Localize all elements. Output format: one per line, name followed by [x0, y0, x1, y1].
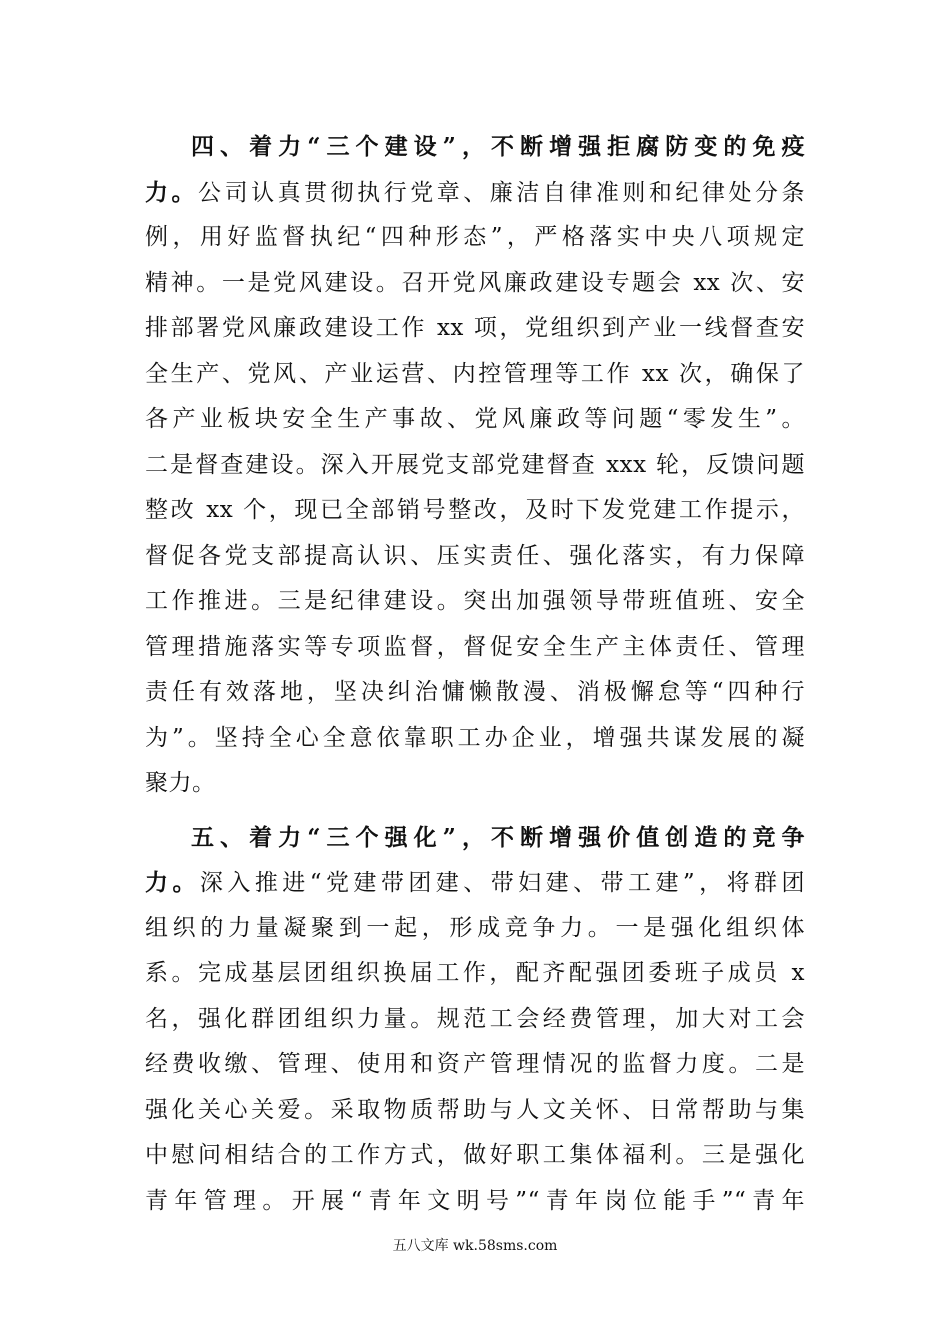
body-text: 为”。坚持全心全意依靠职工办企业，增强共谋发展的凝 — [145, 724, 805, 751]
body-text: 责任有效落地，坚决纠治慵懒散漫、消极懈怠等“四种行 — [145, 679, 805, 705]
body-text: 深入推进“党建带团建、带妇建、带工建”，将群团 — [199, 870, 805, 896]
text-line — [145, 670, 805, 716]
text-line — [145, 534, 805, 580]
body-text: 全生产、党风、产业运营、内控管理等工作 xx 次，确保了 — [145, 360, 805, 387]
text-line — [145, 716, 805, 762]
body-text: 系。完成基层团组织换届工作，配齐配强团委班子成员 x — [145, 960, 805, 986]
heading-text: 五、着力“三个强化”，不断增强价值创造的竞争 — [191, 823, 805, 851]
text-line — [145, 625, 805, 671]
paragraph-2 — [145, 815, 805, 1225]
text-line — [145, 951, 805, 997]
text-line — [145, 860, 805, 906]
body-text: 各产业板块安全生产事故、党风廉政等问题“零发生”。 — [145, 406, 805, 432]
text-line — [145, 397, 805, 443]
document-body — [145, 124, 805, 1224]
text-line — [145, 1133, 805, 1179]
heading-text: 四、着力“三个建设”，不断增强拒腐防变的免疫 — [191, 133, 805, 160]
text-line — [145, 306, 805, 352]
body-text: 管理措施落实等专项监督，督促安全生产主体责任、管理 — [145, 633, 805, 660]
text-line — [145, 215, 805, 261]
body-text: 排部署党风廉政建设工作 xx 项，党组织到产业一线督查安 — [145, 315, 805, 341]
text-line — [145, 997, 805, 1043]
text-line — [145, 1179, 805, 1225]
text-line — [145, 261, 805, 307]
text-line — [145, 1042, 805, 1088]
paragraph-1 — [145, 124, 805, 807]
heading-text: 力。 — [145, 869, 200, 896]
body-text: 例，用好监督执纪“四种形态”，严格落实中央八项规定 — [145, 224, 805, 250]
text-line — [145, 488, 805, 534]
body-text: 整改 xx 个，现已全部销号整改，及时下发党建工作提示， — [145, 497, 805, 523]
body-text: 聚力。 — [145, 770, 216, 796]
heading-text: 力。 — [145, 178, 199, 206]
body-text: 组织的力量凝聚到一起，形成竞争力。一是强化组织体 — [145, 914, 805, 941]
body-text: 精神。一是党风建设。召开党风廉政建设专题会 xx 次、安 — [145, 269, 805, 296]
paragraph-gap — [145, 807, 805, 815]
body-text: 督促各党支部提高认识、压实责任、强化落实，有力保障 — [145, 542, 805, 569]
text-line — [145, 443, 805, 489]
text-line — [145, 1088, 805, 1134]
text-line — [145, 906, 805, 952]
body-text: 青年管理。开展“青年文明号”“青年岗位能手”“青年 — [145, 1187, 805, 1214]
body-text: 二是督查建设。深入开展党支部党建督查 xxx 轮，反馈问题 — [145, 451, 805, 478]
text-line — [145, 170, 805, 216]
body-text: 公司认真贯彻执行党章、廉洁自律准则和纪律处分条 — [198, 179, 806, 206]
body-text: 中慰问相结合的工作方式，做好职工集体福利。三是强化 — [145, 1142, 805, 1168]
body-text: 经费收缴、管理、使用和资产管理情况的监督力度。二是 — [145, 1051, 805, 1077]
text-line — [145, 352, 805, 398]
body-text: 强化关心关爱。采取物质帮助与人文关怀、日常帮助与集 — [145, 1096, 805, 1123]
footer-watermark: 五八文库 wk.58sms.com — [392, 1238, 558, 1254]
text-line — [145, 815, 805, 861]
text-line — [145, 124, 805, 170]
text-line — [145, 761, 805, 807]
body-text: 名，强化群团组织力量。规范工会经费管理，加大对工会 — [145, 1005, 805, 1032]
body-text: 工作推进。三是纪律建设。突出加强领导带班值班、安全 — [145, 588, 805, 614]
text-line — [145, 579, 805, 625]
